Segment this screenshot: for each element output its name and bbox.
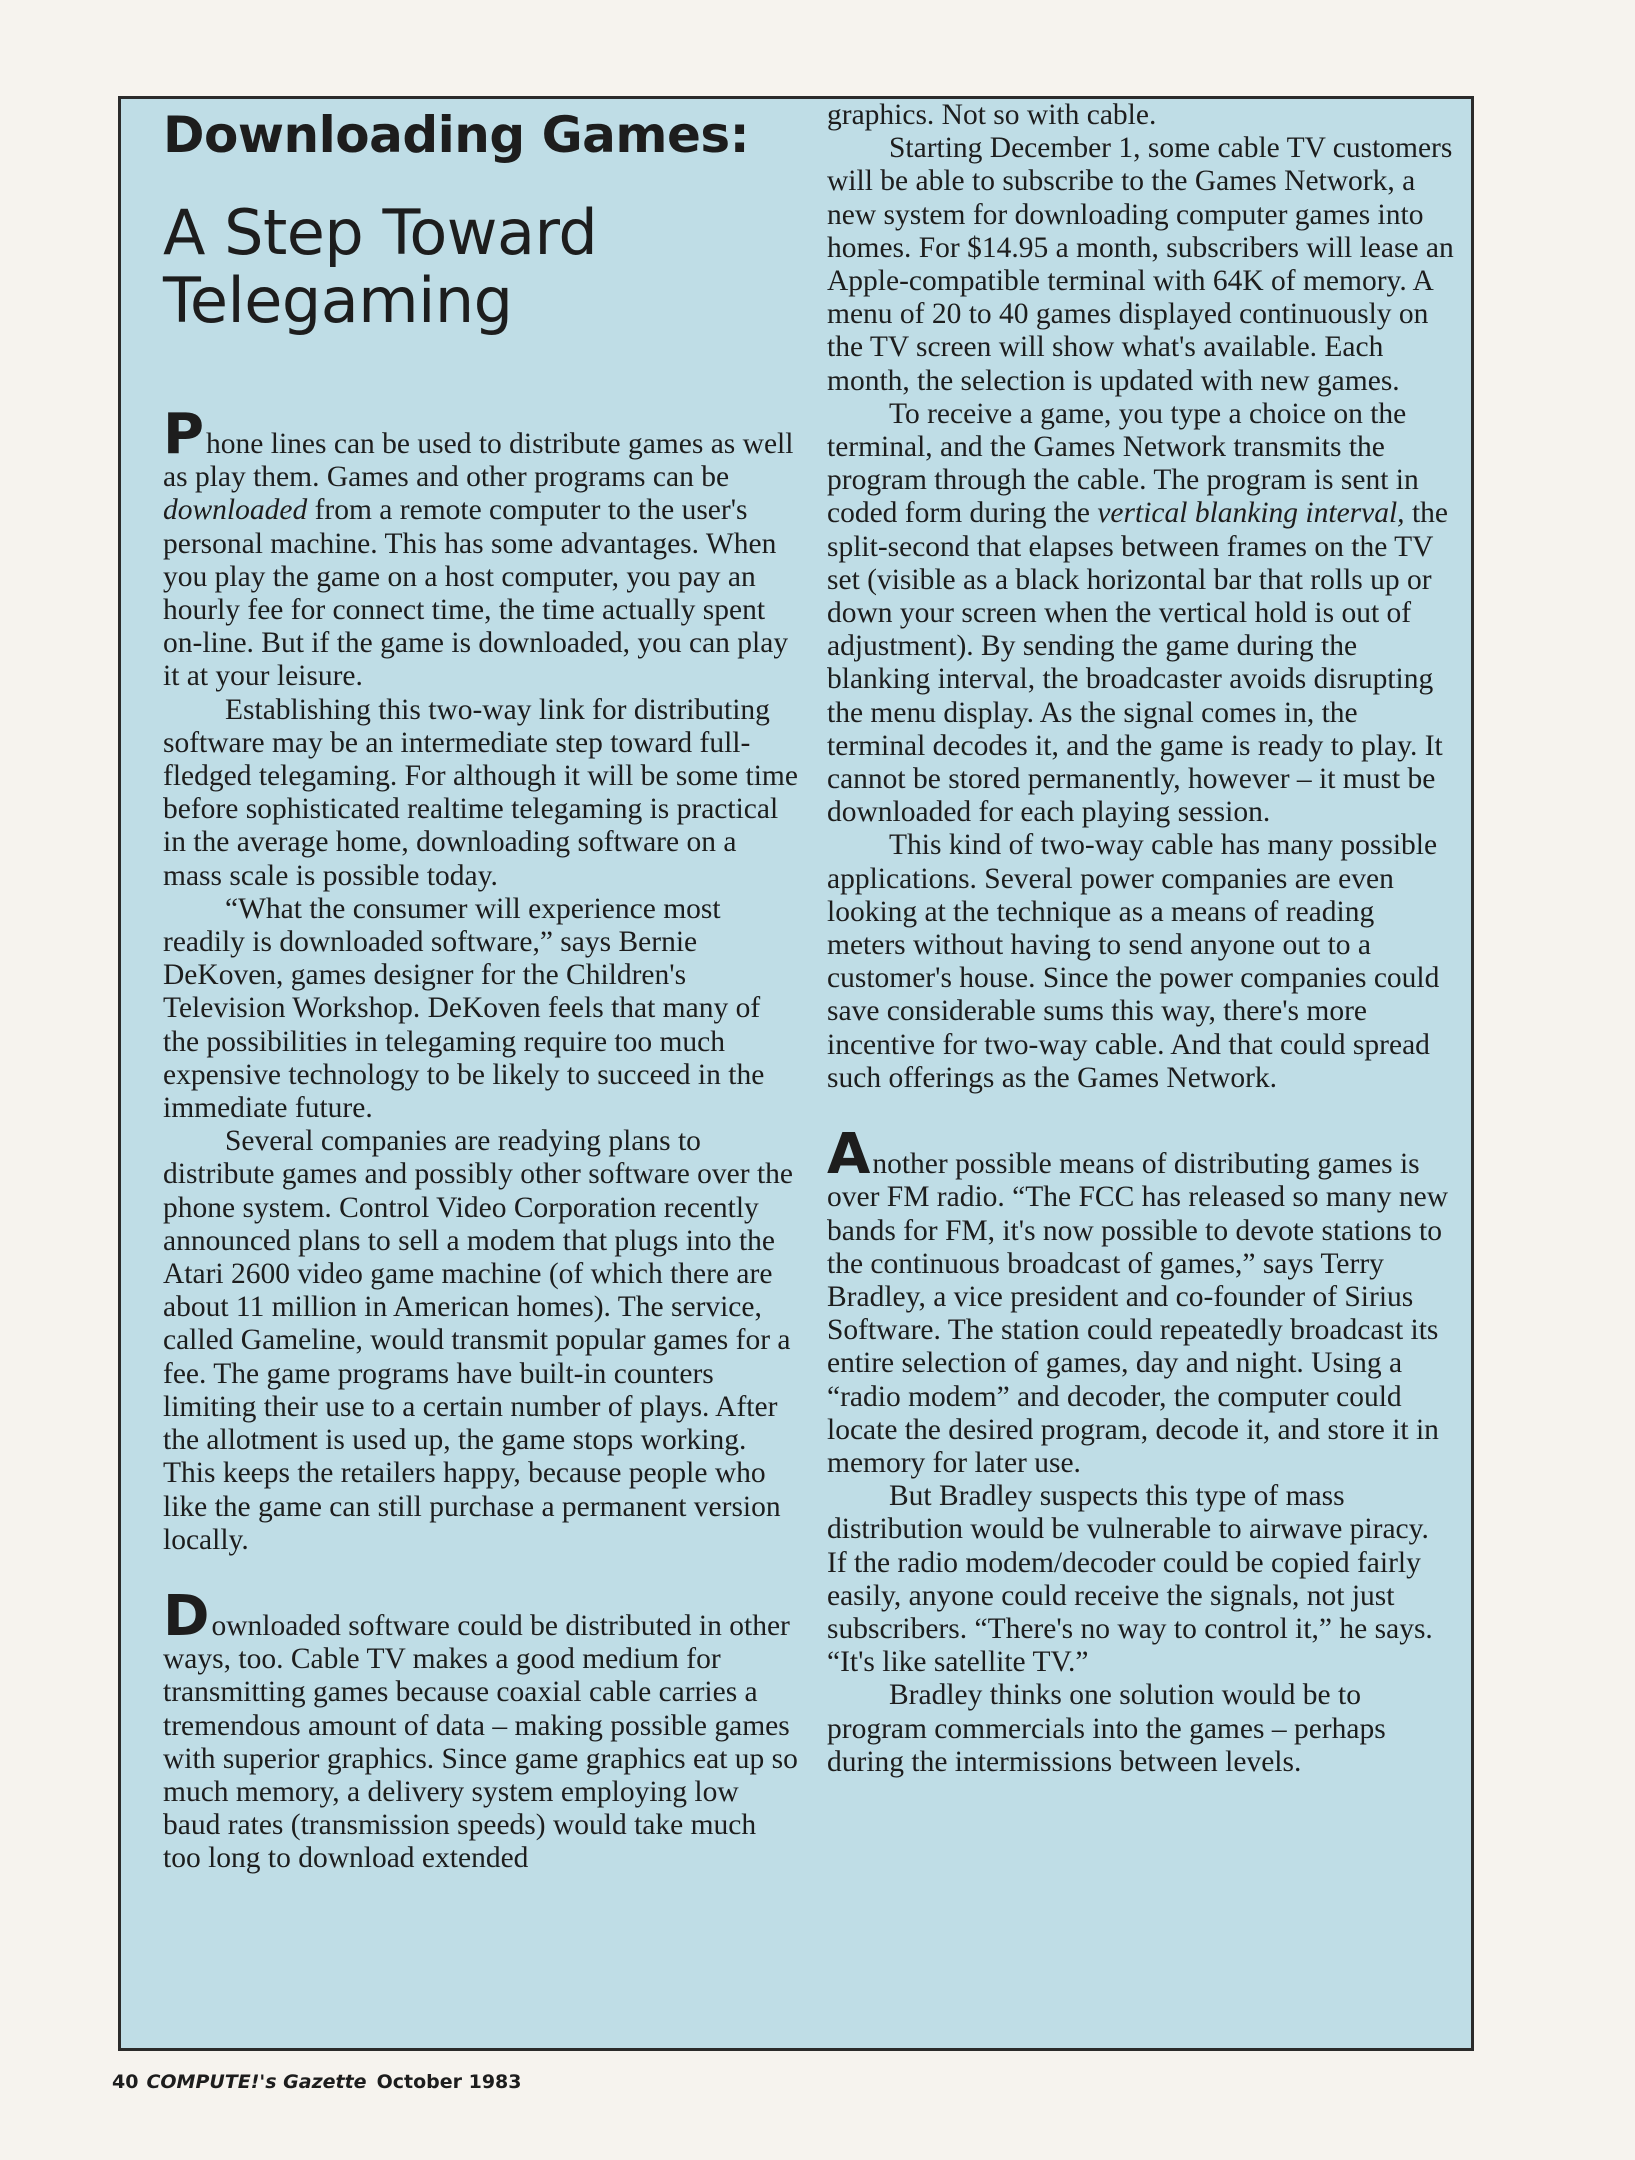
drop-cap: A: [827, 1122, 871, 1188]
page-number: 40: [112, 2071, 139, 2093]
paragraph: Bradley thinks one solution would be to program commercials into the games – perhaps during the intermissions between levels.: [827, 1679, 1386, 1778]
publication-name: COMPUTE!'s Gazette: [146, 2071, 367, 2093]
paragraph: “What the consumer will experience most readily is downloaded software,” says Bernie DeKoven, games designer for the Children's Television Workshop. DeKoven feels that many of the possibilities in telegaming require too much expensive technology to be likely to succeed in the immediate future.: [163, 892, 765, 1125]
emphasis-text: vertical blanking interval,: [1097, 497, 1405, 530]
paragraph: But Bradley suspects this type of mass distribution would be vulnerable to airwave piracy. If the radio modem/decoder could be copied fairly easily, anyone could receive the signals, not just subscribers. “There's no way to control it,” he says. “It's like satellite TV.”: [827, 1480, 1433, 1679]
left-column: [163, 103, 801, 1876]
emphasis-text: downloaded: [163, 494, 308, 527]
page-footer: [112, 2071, 521, 2093]
article-title: Downloading Games:: [163, 106, 750, 164]
paragraph-text: nother possible means of distributing games is over FM radio. “The FCC has released so many new bands for FM, it's now possible to devote stations to the continuous broadcast of games,” says Terry Bradley, a vice president and co-founder of Sirius Software. The station could repeatedly broadcast its entire selection of games, day and night. Using a “radio modem” and decoder, the computer could locate the desired program, decode it, and store it in memory for later use.: [827, 1148, 1448, 1479]
paragraph-text: the split-second that elapses between frames on the TV set (visible as a black horizontal bar that rolls up or down your screen when the vertical hold is out of adjustment). By sending the game during the blanking interval, the broadcaster avoids disrupting the menu display. As the signal comes in, the terminal decodes it, and the game is ready to play. It cannot be stored permanently, however – it must be downloaded for each playing session.: [827, 497, 1448, 829]
issue-date: October 1983: [376, 2071, 522, 2093]
drop-cap: P: [163, 402, 205, 467]
paragraph-text: To receive a game, you type a choice on the terminal, and the Games Network transmits the program through the cable. The program is sent in coded form during the: [827, 397, 1419, 530]
paragraph: [163, 1583, 801, 1876]
paragraph: [163, 402, 801, 694]
paragraph: This kind of two-way cable has many possible applications. Several power companies are even looking at the technique as a means of reading meters without having to send anyone out to a customer's house. Since the power companies could save considerable sums this way, there's more incentive for two-way cable. And that could spread such offerings as the Games Network.: [827, 829, 1440, 1094]
paragraph: Starting December 1, some cable TV customers will be able to subscribe to the Games Network, a new system for downloading computer games into homes. For $14.95 a month, subscribers will lease an Apple-compatible terminal with 64K of memory. A menu of 20 to 40 games displayed continuously on the TV screen will show what's available. Each month, the selection is updated with new games.: [827, 132, 1454, 397]
paragraph: [827, 1122, 1455, 1480]
subtitle-line-2: Telegaming: [163, 264, 513, 337]
paragraph: Several companies are readying plans to distribute games and possibly other software over the phone system. Control Video Corporation recently announced plans to sell a modem that plugs into the Atari 2600 video game machine (of which there are about 11 million in American homes). The service, called Gameline, would transmit popular games for a fee. The game programs have built-in counters limiting their use to a certain number of plays. After the allotment is used up, the game stops working. This keeps the retailers happy, because people who like the game can still purchase a permanent version locally.: [163, 1125, 794, 1556]
right-column: [827, 99, 1455, 1779]
article-box: [118, 96, 1474, 2051]
paragraph: Establishing this two-way link for distributing software may be an intermediate step toward full-fledged telegaming. For although it will be some time before sophisticated realtime telegaming is practical in the average home, downloading software on a mass scale is possible today.: [163, 693, 798, 892]
subtitle-line-1: A Step Toward: [163, 196, 598, 269]
drop-cap: D: [163, 1583, 210, 1649]
paragraph: graphics. Not so with cable.: [827, 99, 1157, 131]
paragraph: [827, 398, 1455, 830]
article-subtitle: [163, 196, 801, 337]
left-article-body: [163, 402, 801, 1876]
paragraph-text: ownloaded software could be distributed in other ways, too. Cable TV makes a good medium for transmitting games because coaxial cable carries a tremendous amount of data – making possible games with superior graphics. Since game graphics eat up so much memory, a delivery system employing low baud rates (transmission speeds) would take much too long to download extended: [163, 1609, 798, 1875]
paragraph-text: from a remote computer to the user's personal machine. This has some advantages. When you play the game on a host computer, you pay an hourly fee for connect time, the time actually spent on-line. But if the game is downloaded, you can play it at your leisure.: [163, 494, 789, 693]
paragraph-text: hone lines can be used to distribute games as well as play them. Games and other programs can be: [163, 428, 794, 494]
